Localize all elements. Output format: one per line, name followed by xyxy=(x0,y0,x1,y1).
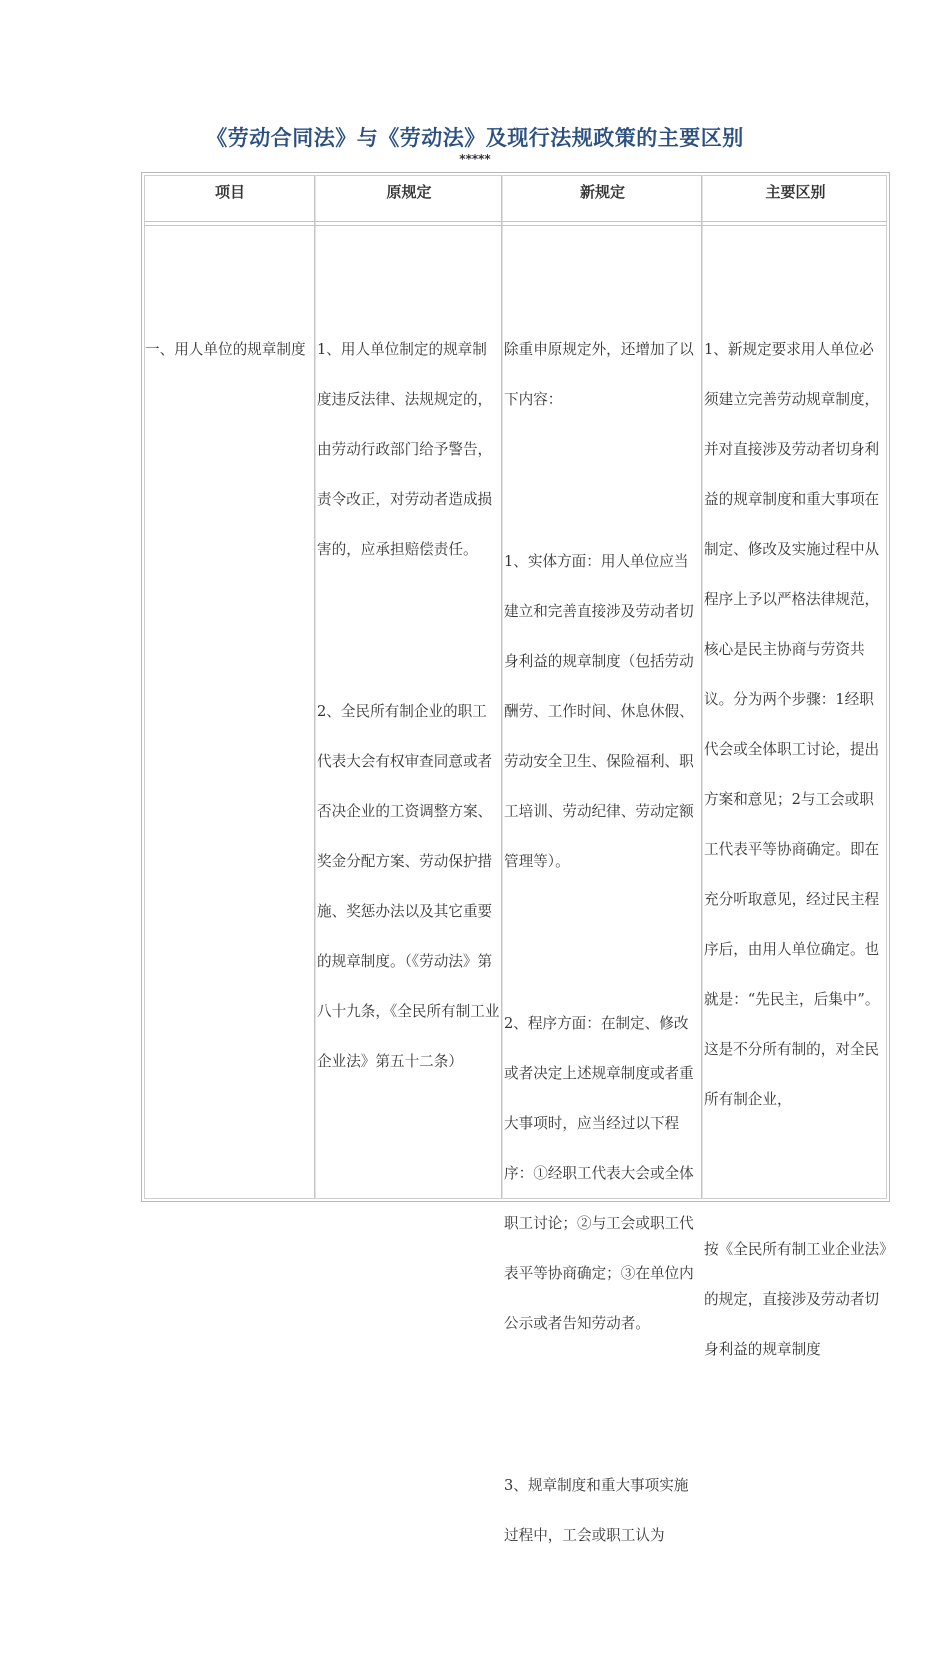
header-item: 项目 xyxy=(214,183,245,201)
new-paragraph: 1、实体方面：用人单位应当建立和完善直接涉及劳动者切身利益的规章制度（包括劳动酬劳、工作时间、休息休假、劳动安全卫生、保险福利、职工培训、劳动纪律、劳动定额管理等）。 xyxy=(504,553,694,870)
document-title: 《劳动合同法》与《劳动法》及现行法规政策的主要区别 xyxy=(206,126,744,150)
document-subtitle: ***** xyxy=(459,152,491,166)
cell-original xyxy=(317,225,501,1187)
header-original: 原规定 xyxy=(386,183,432,201)
column-divider xyxy=(501,175,503,1199)
comparison-table xyxy=(141,172,890,1544)
column-divider xyxy=(314,175,316,1199)
new-paragraph: 3、规章制度和重大事项实施过程中，工会或职工认为 xyxy=(504,1477,689,1544)
header-new: 新规定 xyxy=(579,183,625,201)
item-text: 一、用人单位的规章制度 xyxy=(145,341,306,358)
difference-paragraph: 按《全民所有制工业企业法》的规定，直接涉及劳动者切身利益的规章制度 xyxy=(704,1241,887,1358)
new-paragraph: 除重申原规定外，还增加了以下内容： xyxy=(504,341,694,408)
difference-paragraph: 1、新规定要求用人单位必须建立完善劳动规章制度，并对直接涉及劳动者切身利益的规章制度和重大事项在制定、修改及实施过程中从程序上予以严格法律规范，核心是民主协商与劳资共议。分为两个步骤：1经职代会或全体职工讨论，提出方案和意见；2与工会或职工代表平等协商确定。即在充分听取意见，经过民主程序后，由用人单位确定。也就是：“先民主，后集中”。这是不分所有制的，对全民所有制企业， xyxy=(704,341,880,1108)
header-difference: 主要区别 xyxy=(765,183,826,201)
cell-item xyxy=(145,225,313,475)
original-paragraph: 1、用人单位制定的规章制度违反法律、法规规定的，由劳动行政部门给予警告，责令改正，对劳动者造成损害的，应承担赔偿责任。 xyxy=(317,341,493,558)
cell-difference xyxy=(704,225,888,1475)
header-divider xyxy=(144,221,887,222)
cell-new xyxy=(504,225,702,1661)
new-paragraph: 2、程序方面：在制定、修改或者决定上述规章制度或者重大事项时，应当经过以下程序：①经职工代表大会或全体职工讨论；②与工会或职工代表平等协商确定；③在单位内公示或者告知劳动者。 xyxy=(504,1015,694,1332)
original-paragraph: 2、全民所有制企业的职工代表大会有权审查同意或者否决企业的工资调整方案、奖金分配方案、劳动保护措施、奖惩办法以及其它重要的规章制度。（《劳动法》第八十九条，《全民所有制工业企业法》第五十二条） xyxy=(317,703,500,1070)
